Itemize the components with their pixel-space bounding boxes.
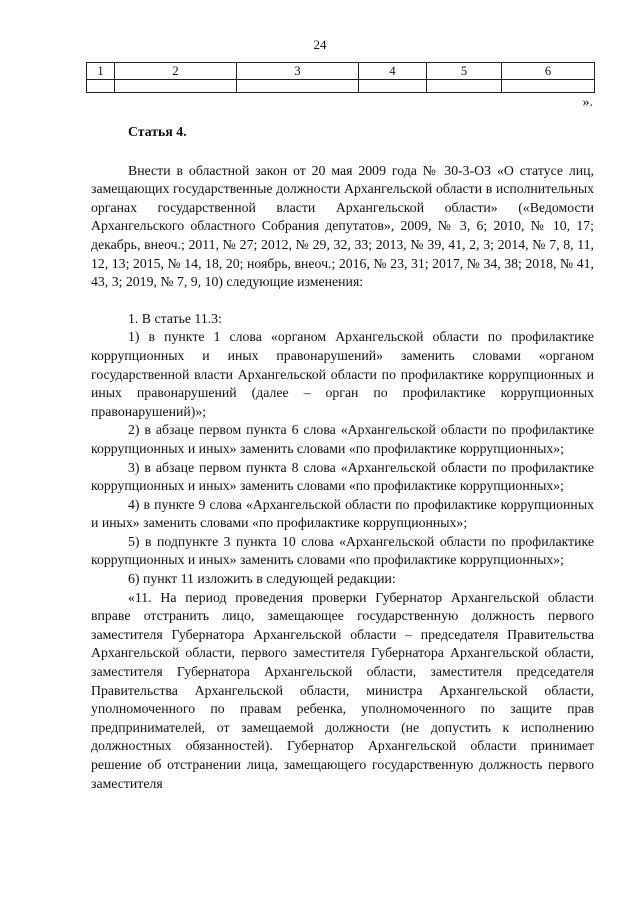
table-cell: [237, 80, 359, 93]
sub-clause-2: 2) в абзаце первом пункта 6 слова «Архангельской области по профилактике коррупционных и иных» заменить словами «по профилактике коррупционных»;: [91, 422, 594, 456]
table-header-cell: 4: [359, 63, 427, 80]
table-header-cell: 3: [237, 63, 359, 80]
sub-clause-5: 5) в подпункте 3 пункта 10 слова «Архангельской области по профилактике коррупционных и иных» заменить словами «по профилактике коррупционных»;: [91, 533, 594, 568]
page-number: 24: [313, 37, 327, 52]
table-row: [87, 80, 595, 93]
clause-heading: 1. В статье 11.3:: [128, 310, 222, 326]
table-cell: [87, 80, 115, 93]
table-cell: [359, 80, 427, 93]
table-header-cell: 5: [427, 63, 502, 80]
new-clause-text: «11. На период проведения проверки Губернатор Архангельской области вправе отстранить лицо, замещающее государственную должность первого заместителя Губернатора Архангельской области – председателя Правительства Архангельской области, первого заместителя Губернатора Архангельской области, заместителя Губернатора Архангельской области, заместителя председателя Правительства Архангельской области, министра Архангельской области, уполномоченного по правам ребенка, уполномоченного по защите прав предпринимателей, от замещаемой должности (не допустить к исполнению должностных обязанностей). Губернатор Архангельской области принимает решение об отстранении лица, замещающего государственную должность первого заместителя: [91, 589, 594, 791]
table-cell: [427, 80, 502, 93]
table-header-row: [87, 63, 595, 80]
article-heading: Статья 4.: [128, 124, 187, 139]
article-content: [91, 117, 594, 793]
table-cell: [115, 80, 237, 93]
table-header-cell: 2: [115, 63, 237, 80]
sub-clause-6: 6) пункт 11 изложить в следующей редакции:: [128, 571, 396, 587]
sub-clause-1: 1) в пункте 1 слова «органом Архангельской области по профилактике коррупционных и иных правонарушений» заменить словами «органом государственной власти Архангельской области по профилактике коррупционных и иных правонарушений (далее – орган по профилактике коррупционных правонарушений)»;: [91, 329, 594, 419]
sub-clause-4: 4) в пункте 9 слова «Архангельской области по профилактике коррупционных и иных» заменить словами «по профилактике коррупционных»;: [91, 496, 594, 531]
continuation-table: [86, 62, 595, 93]
closing-quote-mark: ».: [582, 95, 593, 110]
table-header-cell: 1: [87, 63, 115, 80]
sub-clause-3: 3) в абзаце первом пункта 8 слова «Архангельской области по профилактике коррупционных и иных» заменить словами «по профилактике коррупционных»;: [91, 459, 594, 494]
article-intro: Внести в областной закон от 20 мая 2009 года № 30-3-ОЗ «О статусе лиц, замещающих государственные должности Архангельской области в исполнительных органах государственной власти Архангельской области» («Ведомости Архангельского областного Собрания депутатов», 2009, № 3, 6; 2010, № 10, 17; декабрь, внеоч.; 2011, № 27; 2012, № 29, 32, 33; 2013, № 39, 41, 2, 3; 2014, № 7, 8, 11, 12, 13; 2015, № 14, 18, 20; ноябрь, внеоч.; 2016, № 23, 31; 2017, № 34, 38; 2018, № 41, 43, 3; 2019, № 7, 9, 10) следующие изменения:: [91, 162, 594, 290]
table-cell: [502, 80, 595, 93]
table-header-cell: 6: [502, 63, 595, 80]
